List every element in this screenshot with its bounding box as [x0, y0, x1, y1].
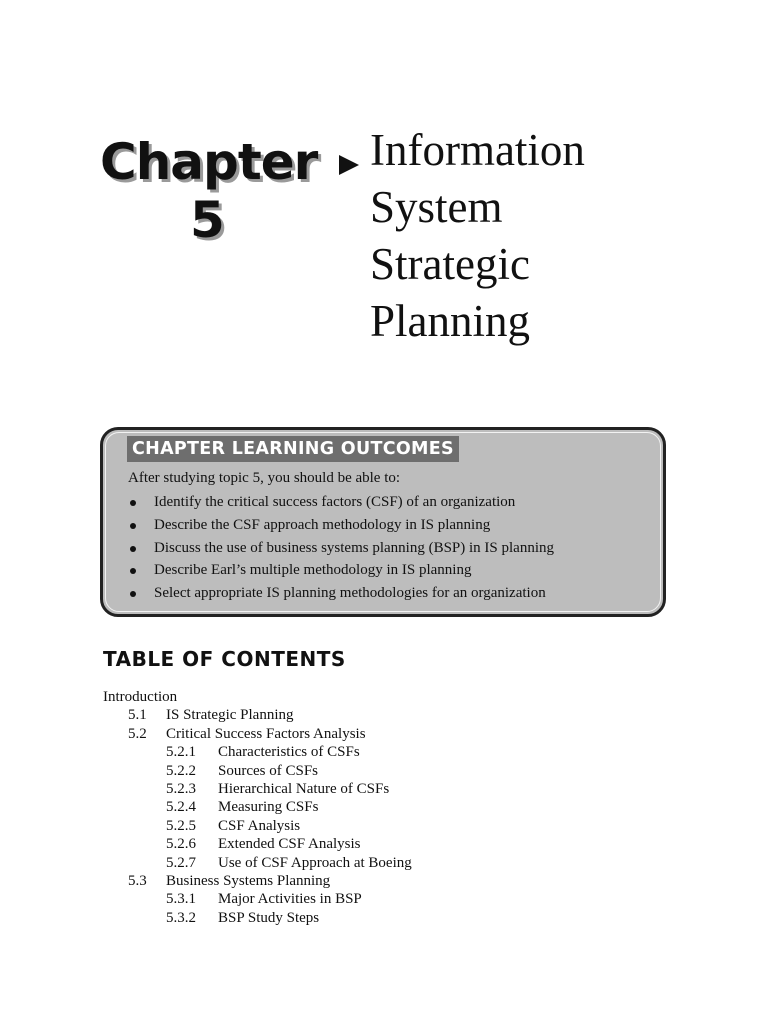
- list-item: [128, 491, 554, 514]
- chapter-label: [100, 132, 330, 248]
- toc-entry-number: 5.1: [128, 707, 147, 724]
- toc-entry-title: Major Activities in BSP: [218, 891, 362, 908]
- outcome-text: Describe Earl’s multiple methodology in IS planning: [154, 562, 472, 579]
- learning-outcomes-list: [128, 491, 554, 605]
- toc-entry-title: Measuring CSFs: [218, 799, 319, 816]
- arrow-right-icon: [337, 151, 361, 179]
- learning-outcomes-heading: CHAPTER LEARNING OUTCOMES: [127, 436, 459, 462]
- toc-entry-title: Sources of CSFs: [218, 762, 319, 779]
- chapter-title-line: System: [370, 182, 503, 232]
- toc-entry-title: Introduction: [103, 689, 178, 705]
- outcome-text: Select appropriate IS planning methodologies for an organization: [154, 585, 546, 602]
- chapter-title-line: Planning: [370, 296, 531, 346]
- toc-entry-title: BSP Study Steps: [218, 909, 320, 926]
- bullet-icon: [130, 500, 136, 506]
- toc-entry-number: 5.2.2: [166, 762, 196, 779]
- chapter-number: 5: [190, 191, 224, 249]
- bullet-icon: [130, 591, 136, 597]
- toc-entry-title: CSF Analysis: [218, 817, 301, 834]
- toc-entry-title: IS Strategic Planning: [166, 707, 294, 724]
- toc-entry-number: 5.3: [128, 872, 147, 889]
- chapter-title: [370, 122, 750, 350]
- toc-entry-number: 5.3.2: [166, 909, 196, 926]
- outcome-text: Identify the critical success factors (CSF) of an organization: [154, 494, 516, 510]
- bullet-icon: [130, 568, 136, 574]
- list-item: [128, 537, 554, 560]
- bullet-icon: [130, 523, 136, 529]
- toc-entry-number: 5.2: [128, 725, 147, 742]
- toc-entry-title: Use of CSF Approach at Boeing: [218, 854, 412, 871]
- outcome-text: Discuss the use of business systems planning (BSP) in IS planning: [154, 539, 554, 556]
- list-item: [128, 559, 554, 582]
- chapter-title-line: Information: [370, 125, 585, 175]
- chapter-title-line: Strategic: [370, 239, 530, 289]
- toc-entry-title: Characteristics of CSFs: [218, 744, 360, 761]
- toc-entry-title: Critical Success Factors Analysis: [166, 725, 366, 742]
- outcome-text: Describe the CSF approach methodology in IS planning: [154, 516, 491, 533]
- toc-entry-title: Extended CSF Analysis: [218, 836, 361, 853]
- toc-entry-number: 5.2.4: [166, 799, 196, 816]
- toc-entry-number: 5.3.1: [166, 891, 196, 908]
- list-item: [128, 582, 554, 605]
- toc-entry-number: 5.2.3: [166, 780, 196, 797]
- list-item: [128, 514, 554, 537]
- toc-entry-number: 5.2.7: [166, 854, 196, 871]
- chapter-word: Chapter: [100, 133, 318, 191]
- learning-outcomes-intro: After studying topic 5, you should be able to:: [128, 470, 401, 486]
- toc-entry-title: Business Systems Planning: [166, 872, 331, 889]
- toc-entry-number: 5.2.6: [166, 836, 196, 853]
- toc-entry-title: Hierarchical Nature of CSFs: [218, 780, 390, 797]
- learning-outcomes-box: [100, 427, 666, 617]
- toc-entry-number: 5.2.1: [166, 744, 196, 761]
- toc-heading: TABLE OF CONTENTS: [103, 647, 346, 671]
- bullet-icon: [130, 546, 136, 552]
- toc-entry-number: 5.2.5: [166, 817, 196, 834]
